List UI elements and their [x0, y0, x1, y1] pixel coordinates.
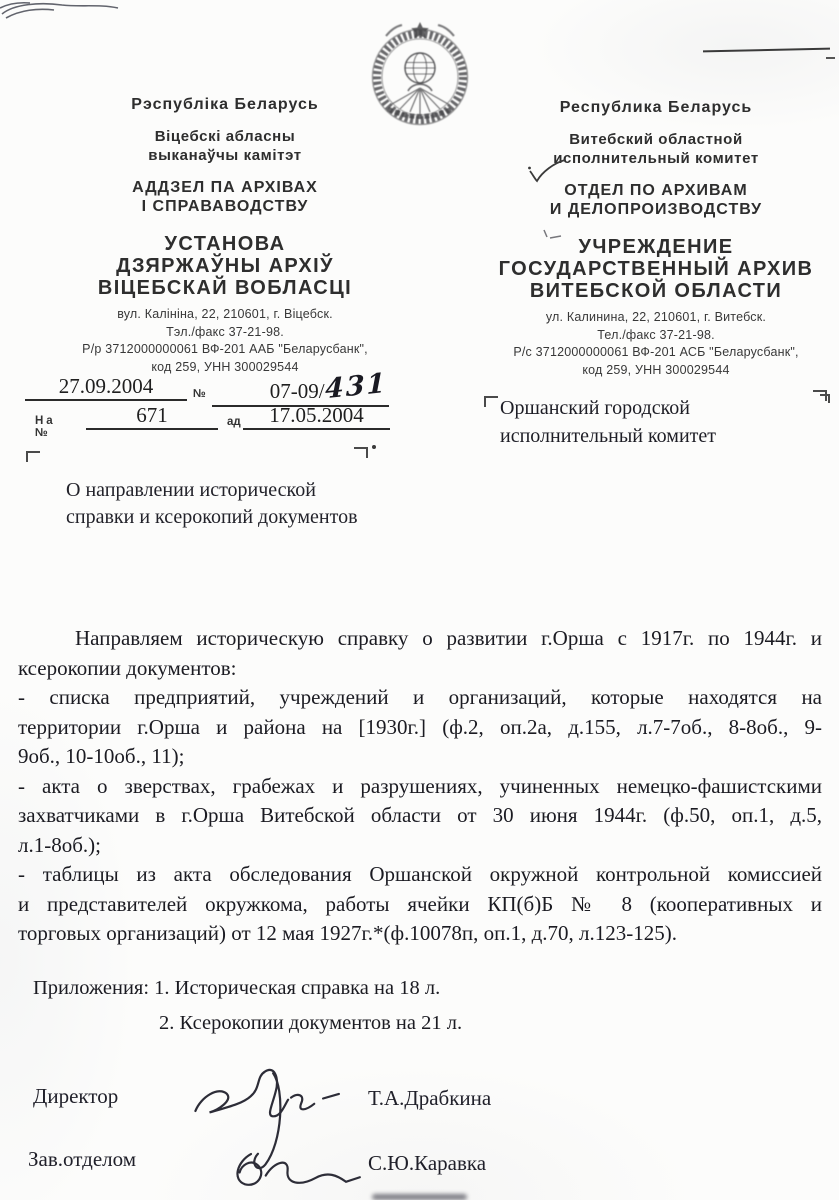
addressee-corner-left — [484, 396, 498, 407]
addressee-block — [500, 394, 716, 450]
body-line: торговых организаций) от 12 мая 1927г.*(ф.10078п, оп.1, д.70, л.123-125). — [18, 921, 677, 945]
address-line: ул. Калинина, 22, 210601, г. Витебск. — [545, 310, 767, 324]
letterhead-left — [40, 96, 410, 376]
body-line: захватчиками в г.Орша Витебской области от 30 июня 1944г. (ф.50, оп.1, д.5, — [18, 803, 822, 827]
body-line: - таблицы из акта обследования Оршанской окружной контрольной комиссией — [18, 862, 822, 886]
body-line: - списка предприятий, учреждений и организаций, которые находятся на — [18, 685, 822, 709]
attachment-line: Приложения: 1. Историческая справка на 18 л. — [33, 977, 441, 999]
letterhead-right — [478, 99, 834, 379]
country-name-by: Рэспубліка Беларусь — [131, 96, 319, 113]
corner-mark-top-right — [354, 447, 368, 458]
address-line: код 259, УНН 300029544 — [582, 362, 730, 377]
letter-date: 27.09.2004 — [25, 374, 187, 401]
body-line: Направляем историческую справку о развитии г.Орша с 1917г. по 1944г. и — [75, 626, 822, 650]
committee-line: Витебский областной — [569, 131, 743, 148]
letter-number-handwritten: 431 — [324, 367, 387, 406]
signature-title-director: Директор — [33, 1084, 119, 1108]
corner-mark-top-left — [26, 451, 40, 462]
organization-line: УЧРЕЖДЕНИЕ — [578, 236, 734, 258]
addressee-line: Оршанский городской — [500, 397, 691, 419]
body-line: л.1-8об.); — [18, 832, 101, 857]
organization-line: УСТАНОВА — [164, 233, 286, 255]
pen-line-artifact — [703, 48, 830, 53]
department-line: І СПРАВАВОДСТВУ — [141, 198, 309, 215]
letter-number-printed: 07-09/ — [269, 379, 325, 403]
reply-date: 17.05.2004 — [243, 403, 390, 430]
attachment-line: 2. Ксерокопии документов на 21 л. — [159, 1012, 463, 1034]
subject-line: О направлении исторической — [66, 479, 316, 501]
body-line: ксерокопии документов: — [18, 655, 237, 680]
body-line: - акта о зверствах, грабежах и разрушениях, учиненных немецко-фашистскими — [18, 773, 822, 798]
committee-line: выканаўчы камітэт — [148, 147, 302, 164]
organization-line: ГОСУДАРСТВЕННЫЙ АРХИВ — [498, 258, 814, 280]
reply-date-label: ад — [227, 416, 241, 428]
body-line: территории г.Орша и района на [1930г.] (ф.2, оп.2а, д.155, л.7-7об., 8-8об., 9- — [18, 714, 822, 739]
subject-line: справки и ксерокопий документов — [66, 506, 358, 528]
department-line: ОТДЕЛ ПО АРХИВАМ — [564, 182, 748, 199]
body-line: и представителей окружкома, работы ячейки КП(б)Б № 8 (кооперативных и — [18, 891, 822, 916]
committee-line: Віцебскі абласны — [154, 128, 296, 145]
scan-bottom-smudge — [372, 1194, 467, 1200]
address-line: код 259, УНН 300029544 — [151, 359, 299, 374]
signature-name-drabkina: Т.А.Драбкина — [368, 1086, 492, 1110]
address-line: Тел./факс 37-21-98. — [597, 327, 715, 342]
address-line: вул. Калініна, 22, 210601, г. Віцебск. — [117, 307, 333, 321]
corner-mark-dot — [372, 445, 376, 449]
address-line: Р/р 3712000000061 ВФ-201 ААБ "Беларусбанк", — [82, 342, 368, 356]
organization-line: ВІЦЕБСКАЙ ВОБЛАСЦІ — [97, 277, 353, 299]
addressee-line: исполнительный комитет — [500, 425, 717, 447]
handwritten-signatures — [186, 1053, 376, 1199]
handwritten-checkmark-icon — [526, 158, 568, 186]
handwritten-tick-icon — [541, 228, 563, 242]
reply-number: 671 — [86, 403, 218, 430]
organization-line: ДЗЯРЖАЎНЫ АРХІЎ — [116, 255, 334, 277]
department-line: АДДЗЕЛ ПА АРХІВАХ — [132, 179, 318, 196]
signature-name-karavka: С.Ю.Каравка — [368, 1151, 487, 1175]
scan-edge-scribble — [0, 0, 140, 22]
attachments-block — [33, 971, 462, 1041]
address-line: Тэл./факс 37-21-98. — [166, 324, 284, 339]
pen-dash-artifact — [826, 57, 835, 59]
signature-title-head-of-department: Зав.отделом — [28, 1147, 137, 1171]
reply-to-label: На № — [35, 415, 56, 439]
subject-block — [66, 477, 358, 531]
country-name-ru: Республика Беларусь — [559, 99, 753, 116]
number-label: № — [193, 388, 206, 400]
organization-line: ВИТЕБСКОЙ ОБЛАСТИ — [529, 280, 783, 302]
letter-body — [18, 624, 822, 949]
department-line: И ДЕЛОПРОИЗВОДСТВУ — [549, 201, 763, 218]
address-line: Р/с 3712000000061 ВФ-201 АСБ "Беларусбанк", — [513, 345, 799, 359]
body-line: 9об., 10-10об., 11); — [18, 744, 185, 768]
addressee-corner-right-2 — [820, 394, 830, 403]
committee-line: исполнительный комитет — [553, 150, 759, 167]
